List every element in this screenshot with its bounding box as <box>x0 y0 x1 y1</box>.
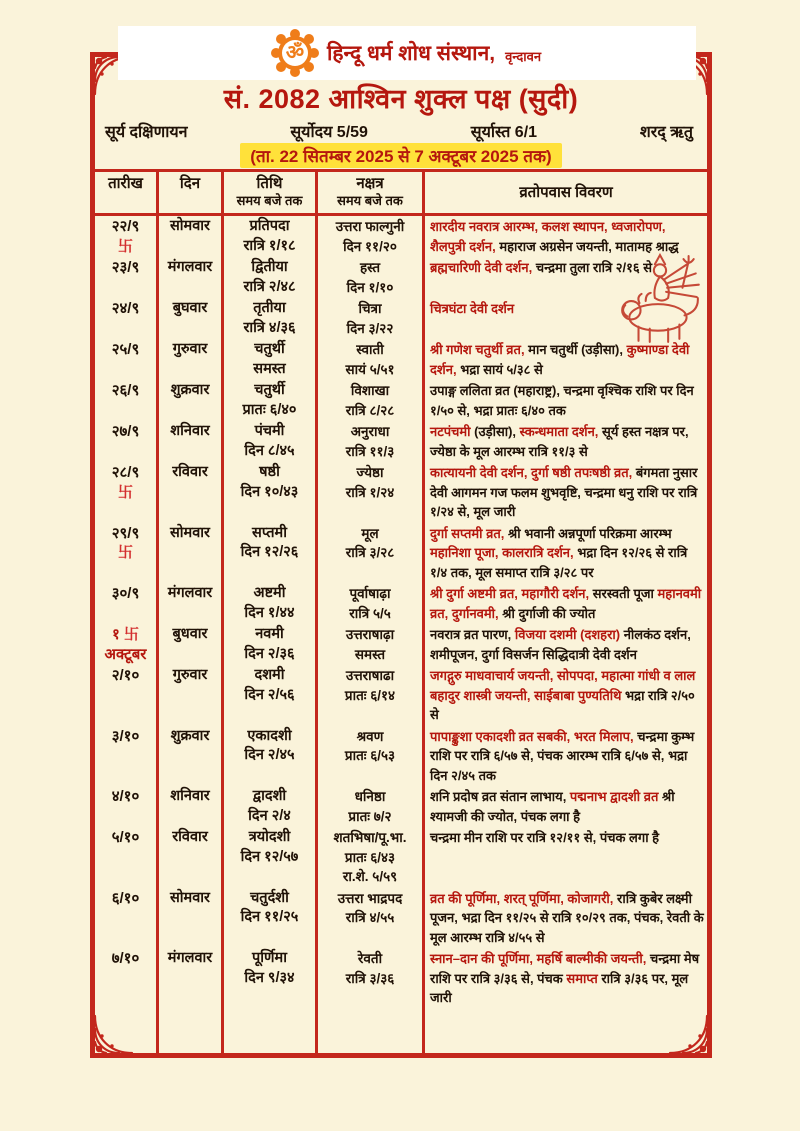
date-cell <box>95 339 159 380</box>
cell-line: रात्रि ४/३६ <box>243 319 296 336</box>
table-row <box>95 665 707 726</box>
date-cell <box>95 948 159 1053</box>
cell-line: एकादशी <box>247 727 292 744</box>
col-header-day-label: दिन <box>179 175 201 192</box>
day-cell: मंगलवार <box>159 257 224 298</box>
col-header-nakshatra-sub: समय बजे तक <box>337 193 403 208</box>
cell-line <box>95 258 156 278</box>
details-cell <box>425 523 707 584</box>
cell-line <box>95 237 156 257</box>
cell-line: दिन १२/२६ <box>240 544 299 560</box>
text-segment: ब्रह्मचारिणी देवी दर्शन, <box>430 260 536 275</box>
table-row <box>95 216 707 257</box>
nakshatra-cell <box>318 462 425 523</box>
text-segment: श्री भवानी अन्नपूर्णा परिक्रमा आरम्भ <box>504 525 672 541</box>
cell-line <box>95 543 156 563</box>
day-cell: सोमवार <box>159 888 224 949</box>
text-segment: उपाङ्ग ललिता व्रत (महाराष्ट्र), चन्द्रमा वृश्चिक राशि पर दिन १/५० से, भद्रा प्रातः ६/४० तक <box>430 383 694 418</box>
col-header-day <box>159 172 224 213</box>
sunset-time: सूर्यास्त 6/1 <box>470 124 538 141</box>
text-segment: महानिशा पूजा, कालरात्रि दर्शन, <box>430 545 574 560</box>
cell-line <box>95 625 156 645</box>
table-header-row <box>95 172 707 216</box>
cell-line <box>95 299 156 319</box>
cell-line: पंचमी <box>254 423 285 439</box>
table-row <box>95 726 707 787</box>
text-segment: श्री गणेश चतुर्थी व्रत, <box>430 342 525 357</box>
cell-line: उत्तरा भाद्रपद <box>337 890 403 906</box>
nakshatra-cell <box>318 948 425 1053</box>
col-header-tithi <box>224 172 318 213</box>
tithi-cell <box>224 298 318 339</box>
nakshatra-cell <box>318 665 425 726</box>
details-cell <box>425 462 707 523</box>
cell-line <box>95 645 156 665</box>
text-segment: विजया दशमी (दशहरा) <box>514 627 621 642</box>
table-row <box>95 380 707 421</box>
durga-lion-illustration <box>615 253 707 345</box>
org-name: हिन्दू धर्म शोध संस्थान, <box>326 42 496 65</box>
tithi-cell <box>224 462 318 523</box>
nakshatra-cell <box>318 583 425 624</box>
date-cell <box>95 665 159 726</box>
cell-line: प्रातः ६/४३ <box>344 849 396 865</box>
text-segment: २५/९ <box>111 341 140 358</box>
cell-line: दिन २/५६ <box>244 686 295 703</box>
cell-line: षष्ठी <box>259 464 280 480</box>
om-glyph: ॐ <box>282 40 308 66</box>
text-segment: दुर्गा सप्तमी व्रत, <box>430 525 505 541</box>
cell-line: उत्तरा फाल्गुनी <box>335 219 405 234</box>
nakshatra-cell <box>318 257 425 298</box>
cell-line <box>95 787 156 807</box>
cell-line: प्रातः ७/२ <box>348 808 392 824</box>
col-header-tithi-label: तिथि <box>256 175 283 192</box>
day-cell: बुघवार <box>159 298 224 339</box>
calendar-frame <box>90 52 712 1058</box>
cell-line <box>95 666 156 686</box>
table-row <box>95 786 707 827</box>
nakshatra-cell <box>318 624 425 665</box>
text-segment: भद्रा रात्रि २/५० से <box>430 687 695 722</box>
cell-line: दिन ८/४५ <box>244 442 295 459</box>
details-cell <box>425 339 707 380</box>
cell-line: रात्रि ११/३ <box>345 443 395 459</box>
details-cell <box>425 624 707 665</box>
day-cell: बुधवार <box>159 624 224 665</box>
cell-line <box>95 463 156 483</box>
text-segment: स्कन्धमाता दर्शन, <box>519 424 599 439</box>
cell-line <box>95 949 156 969</box>
swastika-icon: 卐 <box>123 626 139 643</box>
table-row <box>95 339 707 380</box>
tithi-cell <box>224 339 318 380</box>
cell-line: दिन १०/४३ <box>240 483 299 500</box>
tithi-cell <box>224 827 318 888</box>
col-header-nakshatra-label: नक्षत्र <box>356 175 384 192</box>
text-segment: ७/१० <box>111 950 140 967</box>
text-segment: श्री दुर्गा अष्टमी व्रत, महागौरी दर्शन, <box>430 586 590 601</box>
text-segment: नटपंचमी <box>430 424 471 439</box>
text-segment: सरस्वती पूजा <box>589 586 658 601</box>
date-cell <box>95 523 159 584</box>
cell-line: रात्रि ३/३६ <box>345 970 395 986</box>
tithi-cell <box>224 583 318 624</box>
cell-line: दिन ३/२२ <box>346 320 394 336</box>
cell-line: प्रातः ६/५३ <box>344 748 396 763</box>
day-cell: शनिवार <box>159 786 224 827</box>
text-segment: १ <box>112 626 124 643</box>
cell-line: मूल <box>361 525 379 541</box>
cell-line <box>95 524 156 544</box>
table-row <box>95 624 707 665</box>
cell-line: प्रातः ६/४० <box>242 401 297 418</box>
cell-line: चतुर्थी <box>254 341 285 357</box>
day-cell: मंगलवार <box>159 948 224 1053</box>
cell-line: द्वादशी <box>252 788 287 804</box>
tithi-cell <box>224 786 318 827</box>
text-segment: नवरात्र व्रत पारण, <box>430 627 515 642</box>
day-cell: शुक्रवार <box>159 726 224 787</box>
cell-line: समस्त <box>253 360 286 377</box>
text-segment: ३०/९ <box>111 585 140 602</box>
cell-line <box>95 422 156 442</box>
cell-line: त्रयोदशी <box>248 829 291 845</box>
text-segment: (उड़ीसा), <box>470 424 520 439</box>
cell-line: समस्त <box>354 646 386 662</box>
date-range-band: (ता. 22 सितम्बर 2025 से 7 अक्टूबर 2025 तक) <box>240 143 561 168</box>
swastika-icon: 卐 <box>117 483 133 501</box>
cell-line <box>95 217 156 237</box>
tithi-cell <box>224 665 318 726</box>
text-segment: श्री दुर्गाजी की ज्योत <box>498 605 596 621</box>
text-segment: चन्द्रमा कुम्भ राशि पर रात्रि ६/५७ से, पंचक आरम्भ रात्रि ६/५७ से, भद्रा दिन २/४५ तक <box>430 728 695 783</box>
table-row <box>95 948 707 1053</box>
cell-line: दिन २/३६ <box>244 645 295 662</box>
tithi-cell <box>224 216 318 257</box>
text-segment: जगद्गुरु माधवाचार्य जयन्ती, सोपपदा, महात्मा गांधी व लाल बहादुर शास्त्री जयन्ती, साईबाबा पुण्यतिथि <box>430 668 696 703</box>
tithi-cell <box>224 380 318 421</box>
col-header-details-label: व्रतोपवास विवरण <box>519 183 613 201</box>
day-cell: रविवार <box>159 462 224 523</box>
details-cell <box>425 665 707 726</box>
cell-line: रात्रि १/१८ <box>243 237 296 254</box>
sunrise-time: सूर्योदय 5/59 <box>290 124 368 141</box>
nakshatra-cell <box>318 380 425 421</box>
date-cell <box>95 583 159 624</box>
nakshatra-cell <box>318 298 425 339</box>
text-segment: मान चतुर्थी (उड़ीसा), <box>524 342 627 357</box>
cell-line: दशमी <box>254 667 285 683</box>
details-cell <box>425 948 707 1053</box>
text-segment: २७/९ <box>111 423 140 440</box>
cell-line: दिन १/१० <box>346 279 394 295</box>
text-segment: श्री श्यामजी की ज्योत, पंचक लगा है <box>430 789 675 824</box>
date-cell <box>95 421 159 462</box>
details-cell <box>425 888 707 949</box>
details-cell <box>425 583 707 624</box>
cell-line: दिन १/४४ <box>244 604 295 621</box>
text-segment: महानवमी व्रत, दुर्गानवमी, <box>430 586 702 621</box>
text-segment: कुष्माण्डा देवी दर्शन, <box>430 342 690 377</box>
tithi-cell <box>224 624 318 665</box>
cell-line: अष्टमी <box>253 585 286 601</box>
date-cell <box>95 786 159 827</box>
swastika-icon: 卐 <box>117 237 133 255</box>
nakshatra-cell <box>318 786 425 827</box>
cell-line: अनुराधा <box>350 424 390 439</box>
cell-line: नवमी <box>255 626 284 642</box>
nakshatra-cell <box>318 339 425 380</box>
text-segment: रात्रि कुबेर लक्ष्मी पूजन, भद्रा दिन ११/२५ से रात्रि १०/२९ तक, पंचक, रेवती के मूल आरम्भ रात्रि ४/५५ से <box>430 890 704 945</box>
details-cell <box>425 726 707 787</box>
cell-line <box>95 828 156 848</box>
text-segment: नीलकंठ दर्शन, शमीपूजन, दुर्गा विसर्जन सिद्धिदात्री देवी दर्शन <box>430 627 691 662</box>
cell-line: विशाखा <box>350 383 390 398</box>
tithi-cell <box>224 257 318 298</box>
day-cell: रविवार <box>159 827 224 888</box>
text-segment: व्रत की पूर्णिमा, शरत् पूर्णिमा, कोजागरी, <box>430 890 614 906</box>
details-cell <box>425 216 707 257</box>
cell-line: रात्रि २/४८ <box>243 278 296 295</box>
text-segment: चन्द्रमा मीन राशि पर रात्रि १२/११ से, पंचक लगा है <box>430 830 660 845</box>
tithi-cell <box>224 726 318 787</box>
text-segment: कात्यायनी देवी दर्शन, दुर्गा षष्ठी तपःषष्ठी व्रत, <box>430 465 633 480</box>
text-segment: स्नान–दान की पूर्णिमा, महर्षि बाल्मीकी जयन्ती, <box>430 951 647 966</box>
cell-line: दिन २/४ <box>248 807 291 824</box>
text-segment: पापाङ्कुशा एकादशी व्रत सबकी, भरत मिलाप, <box>430 728 634 744</box>
cell-line: शतभिषा/पू.भा. <box>333 830 407 845</box>
col-header-date-label: तारीख <box>108 175 143 192</box>
cell-line: पूर्णिमा <box>252 950 287 966</box>
text-segment: सूर्य हस्त नक्षत्र पर, ज्येष्ठा के मूल आरम्भ रात्रि ११/३ से <box>430 424 689 459</box>
sun-ayan: सूर्य दक्षिणायन <box>105 124 188 141</box>
org-place: वृन्दावन <box>505 49 542 64</box>
cell-line: उत्तराषाढा <box>345 668 395 683</box>
text-segment: भद्रा दिन १२/२६ से रात्रि १/४ तक, मूल समाप्त रात्रि ३/२८ पर <box>430 545 688 580</box>
date-cell <box>95 298 159 339</box>
cell-line <box>95 381 156 401</box>
day-cell: सोमवार <box>159 523 224 584</box>
date-cell <box>95 624 159 665</box>
text-segment: २८/९ <box>111 464 140 481</box>
text-segment: शनि प्रदोष व्रत संतान लाभाय, <box>430 789 570 804</box>
cell-line: रा.शे. ५/५९ <box>342 869 398 884</box>
day-cell: गुरुवार <box>159 665 224 726</box>
cell-line <box>95 727 156 747</box>
text-segment: चन्द्रमा मेष राशि पर रात्रि ३/३६ से, पंचक <box>430 951 700 986</box>
text-segment: २२/९ <box>111 218 140 235</box>
day-cell: शुक्रवार <box>159 380 224 421</box>
date-cell <box>95 827 159 888</box>
table-row <box>95 827 707 888</box>
cell-line: प्रातः ६/१४ <box>344 687 396 703</box>
text-segment: समाप्त <box>566 970 598 986</box>
col-header-nakshatra <box>318 172 425 213</box>
season: शरद् ऋतु <box>639 124 693 141</box>
day-cell: गुरुवार <box>159 339 224 380</box>
cell-line: दिन ११/२५ <box>240 909 299 925</box>
cell-line: चतुर्थी <box>254 382 285 398</box>
col-header-details <box>425 172 707 213</box>
om-icon <box>273 31 317 75</box>
text-segment: २/१० <box>111 667 140 684</box>
cell-line: चित्रा <box>358 301 382 316</box>
date-cell <box>95 257 159 298</box>
text-segment: बंगमता नुसार देवी आगमन गज फलम शुभवृष्टि, चन्द्रमा धनु राशि पर रात्रि १/२४ से, मूल जारी <box>430 465 698 519</box>
day-cell: शनिवार <box>159 421 224 462</box>
cell-line <box>95 584 156 604</box>
text-segment: पद्मनाभ द्वादशी व्रत <box>569 789 659 804</box>
date-cell <box>95 216 159 257</box>
text-segment: अक्टूबर <box>104 645 147 663</box>
text-segment: महाराज अग्रसेन जयन्ती, मातामह श्राद्ध <box>499 238 679 254</box>
text-segment: २६/९ <box>111 382 140 399</box>
col-header-tithi-sub: समय बजे तक <box>236 193 303 208</box>
cell-line: दिन २/४५ <box>244 747 295 763</box>
cell-line: तृतीया <box>253 300 286 316</box>
cell-line: रात्रि ३/२८ <box>345 545 395 560</box>
date-range-wrap <box>95 143 707 168</box>
day-cell: मंगलवार <box>159 583 224 624</box>
nakshatra-cell <box>318 216 425 257</box>
text-segment: ३/१० <box>111 727 140 745</box>
text-segment: चित्रघंटा देवी दर्शन <box>430 301 515 316</box>
cell-line: सायं ५/५१ <box>345 361 395 377</box>
table-row <box>95 583 707 624</box>
cell-line: प्रतिपदा <box>249 218 290 234</box>
text-segment: शारदीय नवरात्र आरम्भ, कलश स्थापन, ध्वजारोपण, शैलपुत्री दर्शन, <box>430 219 666 254</box>
cell-line: धनिष्ठा <box>354 789 386 804</box>
text-segment: ५/१० <box>111 829 140 846</box>
date-cell <box>95 380 159 421</box>
table-row <box>95 421 707 462</box>
nakshatra-cell <box>318 421 425 462</box>
cell-line: ज्येष्ठा <box>356 465 384 480</box>
cell-line: दिन ११/२० <box>343 238 397 254</box>
cell-line: पूर्वाषाढ़ा <box>349 586 391 601</box>
cell-line <box>95 340 156 360</box>
table-row <box>95 523 707 584</box>
col-header-date <box>95 172 159 213</box>
cell-line: रात्रि ८/२८ <box>345 402 395 418</box>
cell-line: रात्रि १/२४ <box>345 484 395 500</box>
day-cell: सोमवार <box>159 216 224 257</box>
details-cell <box>425 380 707 421</box>
text-segment: भद्रा सायं ५/३८ से <box>456 361 543 377</box>
cell-line: श्रवण <box>356 728 384 744</box>
date-cell <box>95 726 159 787</box>
text-segment: २९/९ <box>111 524 140 542</box>
cell-line: चतुर्दशी <box>250 889 289 906</box>
sun-info-row <box>95 118 707 142</box>
nakshatra-cell <box>318 888 425 949</box>
swastika-icon: 卐 <box>117 544 133 561</box>
text-segment: ४/१० <box>111 788 140 805</box>
page-title: सं. 2082 आश्विन शुक्ल पक्ष (सुदी) <box>223 84 579 114</box>
cell-line: रेवती <box>357 951 383 966</box>
cell-line: उत्तराषाढ़ा <box>345 627 395 642</box>
text-segment: चन्द्रमा तुला रात्रि २/१६ से <box>535 260 653 275</box>
cell-line <box>95 889 156 909</box>
tithi-cell <box>224 888 318 949</box>
cell-line: रात्रि ४/५५ <box>345 910 395 925</box>
nakshatra-cell <box>318 827 425 888</box>
text-segment: रात्रि ३/३६ पर, मूल जारी <box>430 970 689 1005</box>
nakshatra-cell <box>318 523 425 584</box>
details-cell <box>425 421 707 462</box>
cell-line: स्वाती <box>356 342 384 357</box>
cell-line: दिन १२/५७ <box>240 848 299 865</box>
org-header-band <box>118 26 696 80</box>
cell-line: द्वितीया <box>251 259 288 275</box>
cell-line: दिन ९/३४ <box>244 969 295 986</box>
cell-line: हस्त <box>359 260 381 275</box>
text-segment: ६/१० <box>111 889 140 907</box>
cell-line <box>95 483 156 503</box>
tithi-cell <box>224 948 318 1053</box>
nakshatra-cell <box>318 726 425 787</box>
cell-line: रात्रि ५/५ <box>349 605 391 621</box>
text-segment: २४/९ <box>111 300 140 317</box>
date-cell <box>95 888 159 949</box>
date-cell <box>95 462 159 523</box>
table-row <box>95 888 707 949</box>
text-segment: २३/९ <box>111 259 140 276</box>
details-cell <box>425 827 707 888</box>
tithi-cell <box>224 421 318 462</box>
table-row <box>95 462 707 523</box>
cell-line: सप्तमी <box>252 524 287 541</box>
tithi-cell <box>224 523 318 584</box>
details-cell <box>425 786 707 827</box>
